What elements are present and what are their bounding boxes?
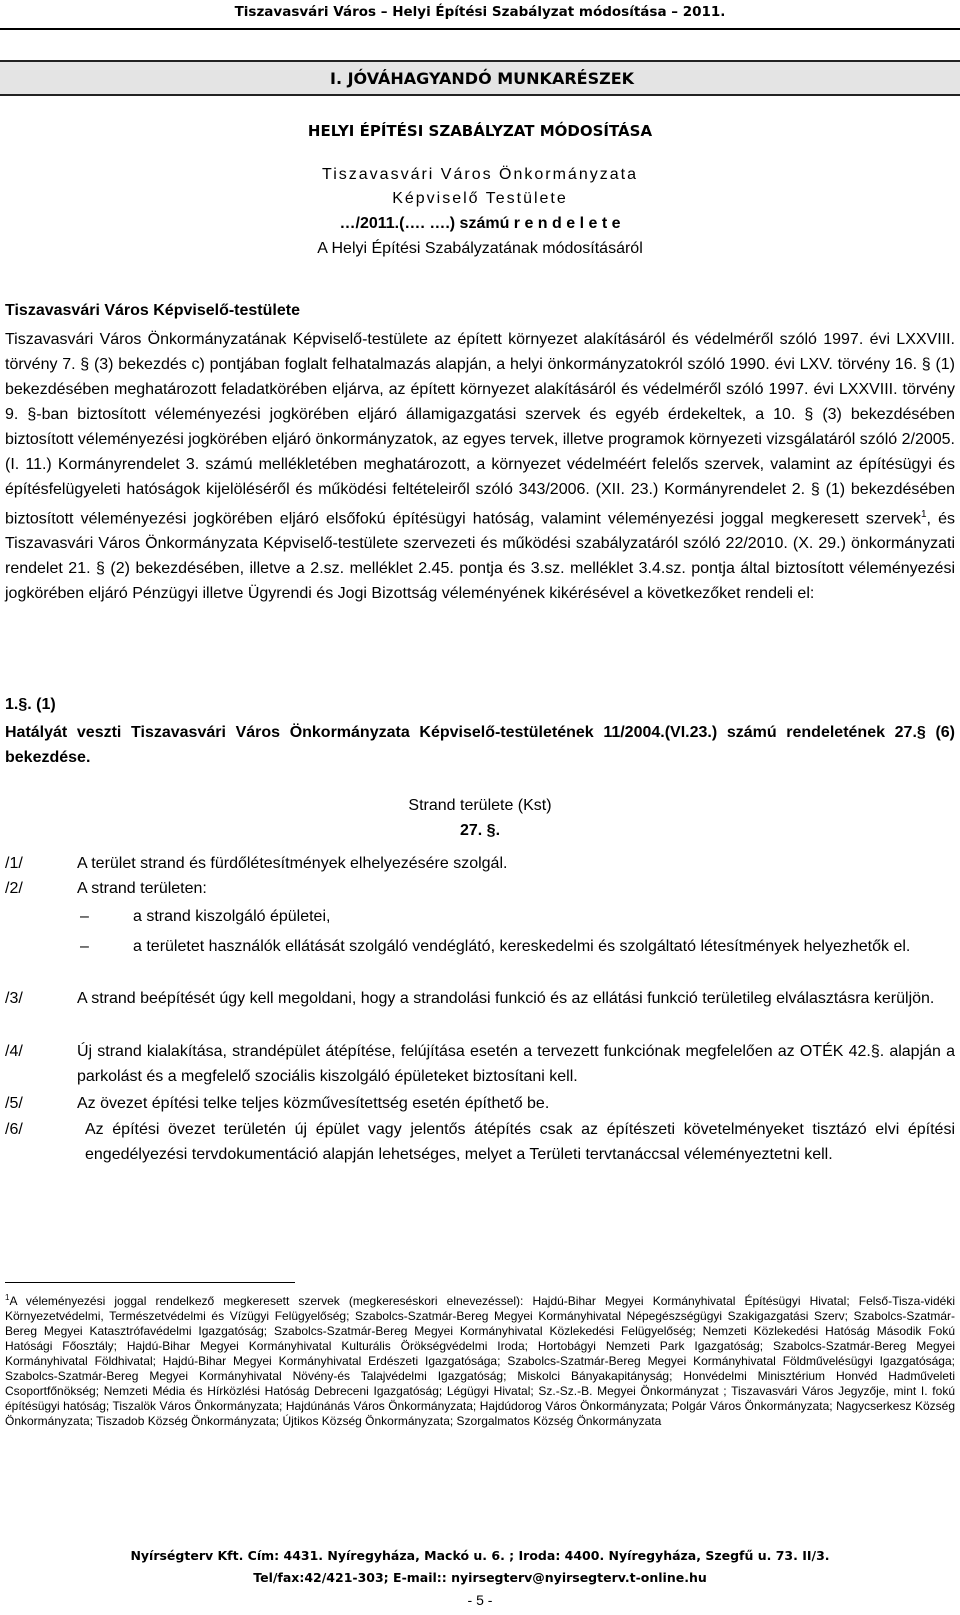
page-number: - 5 - — [467, 1592, 493, 1608]
section-title: HELYI ÉPÍTÉSI SZABÁLYZAT MÓDOSÍTÁSA — [307, 122, 653, 140]
header-rule — [0, 28, 960, 30]
running-header: Tiszavasvári Város – Helyi Építési Szabályzat módosítása – 2011. — [234, 4, 726, 20]
repeal-clause: Hatályát veszti Tiszavasvári Város Önkormányzata Képviselő-testületének 11/2004.(VI.23.) számú rendeletének 27.§ (6) bekezdése. — [5, 724, 955, 766]
item-text: A terület strand és fürdőlétesítmények elhelyezésére szolgál. — [77, 855, 508, 872]
issuer-name: Tiszavasvári Város Önkormányzata — [322, 166, 638, 183]
decree-number-line: …/2011.(…. ….) számú r e n d e l e t e — [339, 215, 621, 232]
decree-subject: A Helyi Építési Szabályzatának módosításáról — [317, 240, 643, 257]
footnote-reference: 1 — [920, 509, 927, 520]
dash-mark: – — [80, 938, 89, 955]
item-number: /6/ — [5, 1121, 23, 1138]
item-number: /4/ — [5, 1043, 23, 1060]
dash-item-text: a területet használók ellátását szolgáló vendéglátó, kereskedelmi és szolgáltató létesítmények helyezhetők el. — [133, 938, 911, 955]
footer-contact: Tel/fax:42/421-303; E-mail:: nyirsegterv@nyirsegterv.t-online.hu — [253, 1570, 707, 1585]
section-banner — [0, 60, 960, 96]
footnote-text: A véleményezési joggal rendelkező megkeresett szervek (megkereséskori elnevezéssel): Hajdú-Bihar Megyei Kormányhivatal Építésügyi Hivatal; Felső-Tisza-vidéki Környezetvédelmi, Természetvédelmi és Vízügyi Felügyelőség; Szabolcs-Szatmár-Bereg Megyei Kormányhivatal Népegészségügyi Szakigazgatási Szerv; Szabolcs-Szatmár-Bereg Megyei Katasztrófavédelmi Igazgatóság; Szabolcs-Szatmár-Bereg Megyei Kormányhivatal Közlekedési Felügyelőség; Nemzeti Közlekedési Hatóság Második Fokú Hatósági Főosztály; Hajdú-Bihar Megyei Kormányhivatal Kulturális Örökségvédelmi Iroda; Hortobágyi Nemzeti Park Igazgatóság; Szabolcs-Szatmár-Bereg Megyei Kormányhivatal Földhivatal; Hajdú-Bihar Megyei Kormányhivatal Erdészeti Igazgatósága; Szabolcs-Szatmár-Bereg Megyei Kormányhivatal Földművelésügyi Igazgatósága; Szabolcs-Szatmár-Bereg Megyei Kormányhivatal Növény-és Talajvédelmi Igazgatóság; Miskolci Bányakapitányság; Honvédelmi Minisztérium Honvéd Hadműveleti Csoportfőnökség; Nemzeti Média és Hírközlési Hatóság Debreceni Igazgatóság; Légügyi Hivatal; Sz.-Sz.-B. Megyei Önkormányzat ; Tiszavasvári Város Jegyzője, mint I. fokú építésügyi hatóság; Tiszalök Város Önkormányzata; Hajdúnánás Város Önkormányzata; Hajdúdorog Város Önkormányzata; Polgár Város Önkormányzata; Nagycserkesz Község Önkormányzata; Tiszadob Község Önkormányzata; Újtikos Község Önkormányzata; Szorgalmatos Község Önkormányzata — [5, 1294, 955, 1428]
footer-company: Nyírségterv Kft. Cím: 4431. Nyíregyháza, Mackó u. 6. ; Iroda: 4400. Nyíregyháza, Szegfű u. 73. II/3. — [130, 1548, 830, 1563]
item-text: Az övezet építési telke teljes közművesítettség esetén építhető be. — [77, 1095, 550, 1112]
preamble-paragraph — [5, 327, 955, 606]
dash-item-text: a strand kiszolgáló épületei, — [133, 908, 331, 925]
item-number: /2/ — [5, 880, 23, 897]
preamble-text-1: Tiszavasvári Város Önkormányzatának Képviselő-testülete az épített környezet alakításáról és védelméről szóló 1997. évi LXXVIII. törvény 7. § (3) bekezdés c) pontjában foglalt felhatalmazás alapján, a helyi önkormányzatokról szóló 1990. évi LXV. törvény 16. § (1) bekezdésében meghatározott feladatkörében eljárva, az épített környezet alakításáról és védelméről szóló 1997. évi LXXVIII. törvény 9. §-ban biztosított véleményezési jogkörében eljáró államigazgatási szervek és egyéb érdekeltek, a 10. § (3) bekezdésében biztosított véleményezési jogkörében eljáró önkormányzatok, az egyes tervek, illetve programok környezeti vizsgálatáról szóló 2/2005. (I. 11.) Kormányrendelet 3. számú mellékletében meghatározott, a környezet védelméért felelős szervek, valamint az építésügyi és építésfelügyeleti hatóságok kijelöléséről és működési feltételeiről szóló 343/2006. (XII. 23.) Kormányrendelet 2. § (1) bekezdésében biztosított véleményezési jogkörében eljáró elsőfokú építésügyi hatóság, valamint véleményezési joggal megkeresett szervek — [5, 331, 955, 528]
footnote — [5, 1290, 955, 1429]
preamble-text-2: , és Tiszavasvári Város Önkormányzata Képviselő-testülete szervezeti és működési szabályzatáról szóló 22/2010. (X. 29.) önkormányzati rendelet 21. § (2) bekezdésében, illetve a 2.sz. melléklet 2.45. pontja és 3.sz. melléklet 3.4.sz. pontja által biztosított véleményezési jogkörében eljáró Pénzügyi illetve Ügyrendi és Jogi Bizottság véleményének kikérésével a következőket rendeli el: — [5, 510, 955, 603]
zone-paragraph-number: 27. §. — [459, 822, 501, 839]
item-number: /5/ — [5, 1095, 23, 1112]
zone-heading: Strand területe (Kst) — [408, 797, 552, 814]
item-text: Új strand kialakítása, strandépület átépítése, felújítása esetén a tervezett funkciónak megfelelően az OTÉK 42.§. alapján a parkolást és a megfelelő szociális kiszolgáló épületeket biztosítani kell. — [77, 1043, 955, 1085]
item-text: A strand területen: — [77, 880, 207, 897]
dash-mark: – — [80, 908, 89, 925]
banner-title: I. JÓVÁHAGYANDÓ MUNKARÉSZEK — [330, 69, 635, 88]
section-number: 1.§. (1) — [5, 696, 56, 713]
item-number: /1/ — [5, 855, 23, 872]
item-text: Az építési övezet területén új épület vagy jelentős átépítés csak az építészeti követelményeket tisztázó elvi építési engedélyezési tervdokumentáció alapján lehetséges, melyet a Területi tervtanáccsal véleményeztetni kell. — [85, 1121, 955, 1163]
intro-title: Tiszavasvári Város Képviselő-testülete — [5, 302, 300, 319]
footnote-rule — [5, 1282, 295, 1283]
item-number: /3/ — [5, 990, 23, 1007]
footnote-mark: 1 — [5, 1293, 10, 1302]
issuer-body: Képviselő Testülete — [392, 190, 568, 207]
item-text: A strand beépítését úgy kell megoldani, hogy a strandolási funkció és az ellátási funkció területileg elválasztásra kerüljön. — [77, 990, 935, 1007]
